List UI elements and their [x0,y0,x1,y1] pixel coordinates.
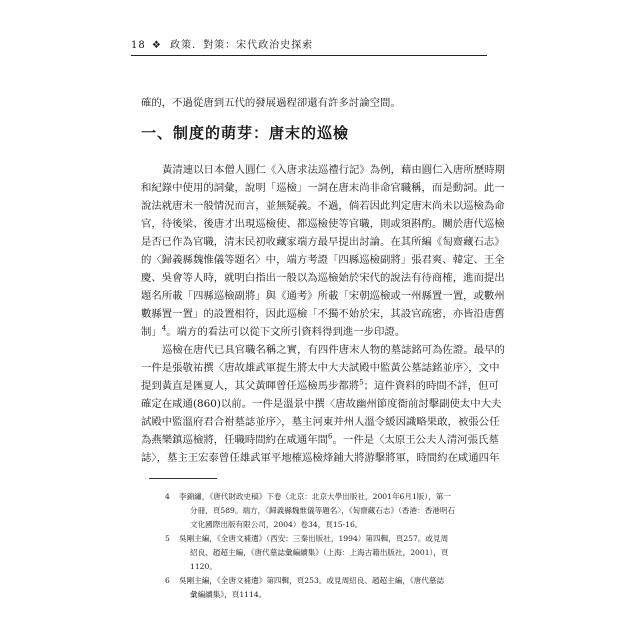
paragraph-text: ；這件資料的時間不詳，但可 [363,380,499,392]
paragraph-text: 誌〉，墓主王宏泰曾任雄武軍平地榷巡檢烽鋪大將游擊將軍，時間約在咸通四年 [141,452,500,464]
paragraph-text: 為燕樂鎮巡檢將，任職時間約在咸通年間 [141,434,329,446]
paragraph-text: 制」 [141,326,162,338]
footnote-ref[interactable]: 4 [161,324,167,333]
footnote-number: 5 [165,534,170,543]
paragraph-text: 。端方的看法可以從下文所引資料得到進一步印證。 [166,326,406,338]
paragraph-text: 確定在咸通(860)以前。一件是溫景中撰〈唐故幽州節度衙前討擊副使太中大夫 [141,398,502,410]
footnote-line: 文化國際出版有限公司，2004）卷34，頁15-16。 [190,520,363,529]
footnote-number: 6 [165,576,170,585]
paragraph-line [141,362,499,375]
paragraph-text: 一件是張敬祐撰〈唐故雄武軍捉生將太中大夫試殿中監黃公墓誌銘並序〉，文中 [141,362,500,374]
footnote-line: 彙編續集》，頁1114。 [190,590,267,599]
paragraph-line: 慶、吳會等人時，就明白指出一般以為巡檢始於宋代的說法有待商榷，進而提出 [141,272,505,284]
paragraph-line [141,452,499,465]
footnote-line: 吳剛主編，《全唐文補遺》第四輯，頁253。或見周紹良、趙超主編，《唐代墓誌 [179,576,445,585]
paragraph-line: 和紀錄中使用的詞彙，說明「巡檢」一詞在唐末尚非命官職稱，而是動詞。此一 [141,182,505,194]
page-number: 18 [131,40,146,51]
footnote-rule [149,478,217,479]
footnote-line: 1120。 [190,562,217,571]
paragraph-line: 說法就唐末一般情況而言，並無疑義。不過，倘若因此判定唐末尚未以巡檢為命 [141,200,505,212]
paragraph-text: 。一件是〈太原王公夫人清河張氏墓 [332,434,499,446]
running-head [131,36,313,51]
footnote-line: 紹良、趙超主編，《唐代墓誌彙編續集》（上海：上海古籍出版社，2001），頁 [190,548,449,557]
paragraph-line: 題名所載「四縣巡檢副將」與《通考》所載「宋朝巡檢或一州縣置一置，或數州 [141,290,505,302]
paragraph-line: 黃清連以日本僧人圓仁《入唐求法巡禮行記》為例，藉由圓仁入唐所歷時期 [162,164,505,176]
footnote-ref[interactable]: 6 [328,432,333,441]
paragraph-line [141,398,501,411]
diamond-separator-icon: ❖ [151,40,162,51]
footnote-line: 分冊，頁589。端方，〈歸義縣魏惟儀等題名〉，《匋齋藏石志》（香港：香港明石 [190,506,456,515]
footnote-line: 吳剛主編，《全唐文補遺》（西安：三秦出版社，1994）第四輯，頁257。或見周 [179,534,449,543]
paragraph-line [141,416,499,429]
footnote-number: 4 [165,492,170,501]
paragraph-line [141,434,499,447]
paragraph-text: 試殿中監溫府君合祔墓誌並序〉，墓主河東并州人溫令緩因識略果敢，被張公任 [141,416,500,428]
footnote-ref[interactable]: 5 [359,378,364,387]
section-heading: 一、制度的萌芽：唐末的巡檢 [141,124,350,142]
paragraph-line [141,326,405,339]
footnote-line: 李錦繡，《唐代財政史稿》下卷（北京：北京大學出版社，2001年6月1版），第一 [179,492,451,501]
opening-line: 確的，不過從唐到五代的發展過程卻還有許多討論空間。 [141,97,401,109]
paragraph-line: 是否已作為官職，清末民初收藏家端方最早提出討論。在其所編《匋齋藏石志》 [141,236,505,248]
paragraph-line: 官，待後梁、後唐才出現巡檢使、都巡檢使等官職，則或須斟酌。關於唐代巡檢 [141,218,505,230]
book-title: 政策．對策：宋代政治史探索 [170,40,314,51]
paragraph-text: 巡檢在唐代已具官職名稱之實，有四件唐末人物的墓誌銘可為佐證。最早的 [162,344,505,356]
paragraph-line: 的〈歸義縣魏惟儀等題名〉中，端方考證「四縣巡檢副將」張君爽、韓定、王全 [141,254,505,266]
header-rule [131,55,487,56]
paragraph-line [162,344,505,357]
paragraph-line [141,380,499,393]
paragraph-line: 數縣置一置」的設置相符，因此巡檢「不獨不始於宋，其設官疏密，亦皆沿唐舊 [141,308,505,320]
paragraph-text: 提到黃直是匯夏人，其父黃暉曾任巡檢馬步都將 [141,380,360,392]
